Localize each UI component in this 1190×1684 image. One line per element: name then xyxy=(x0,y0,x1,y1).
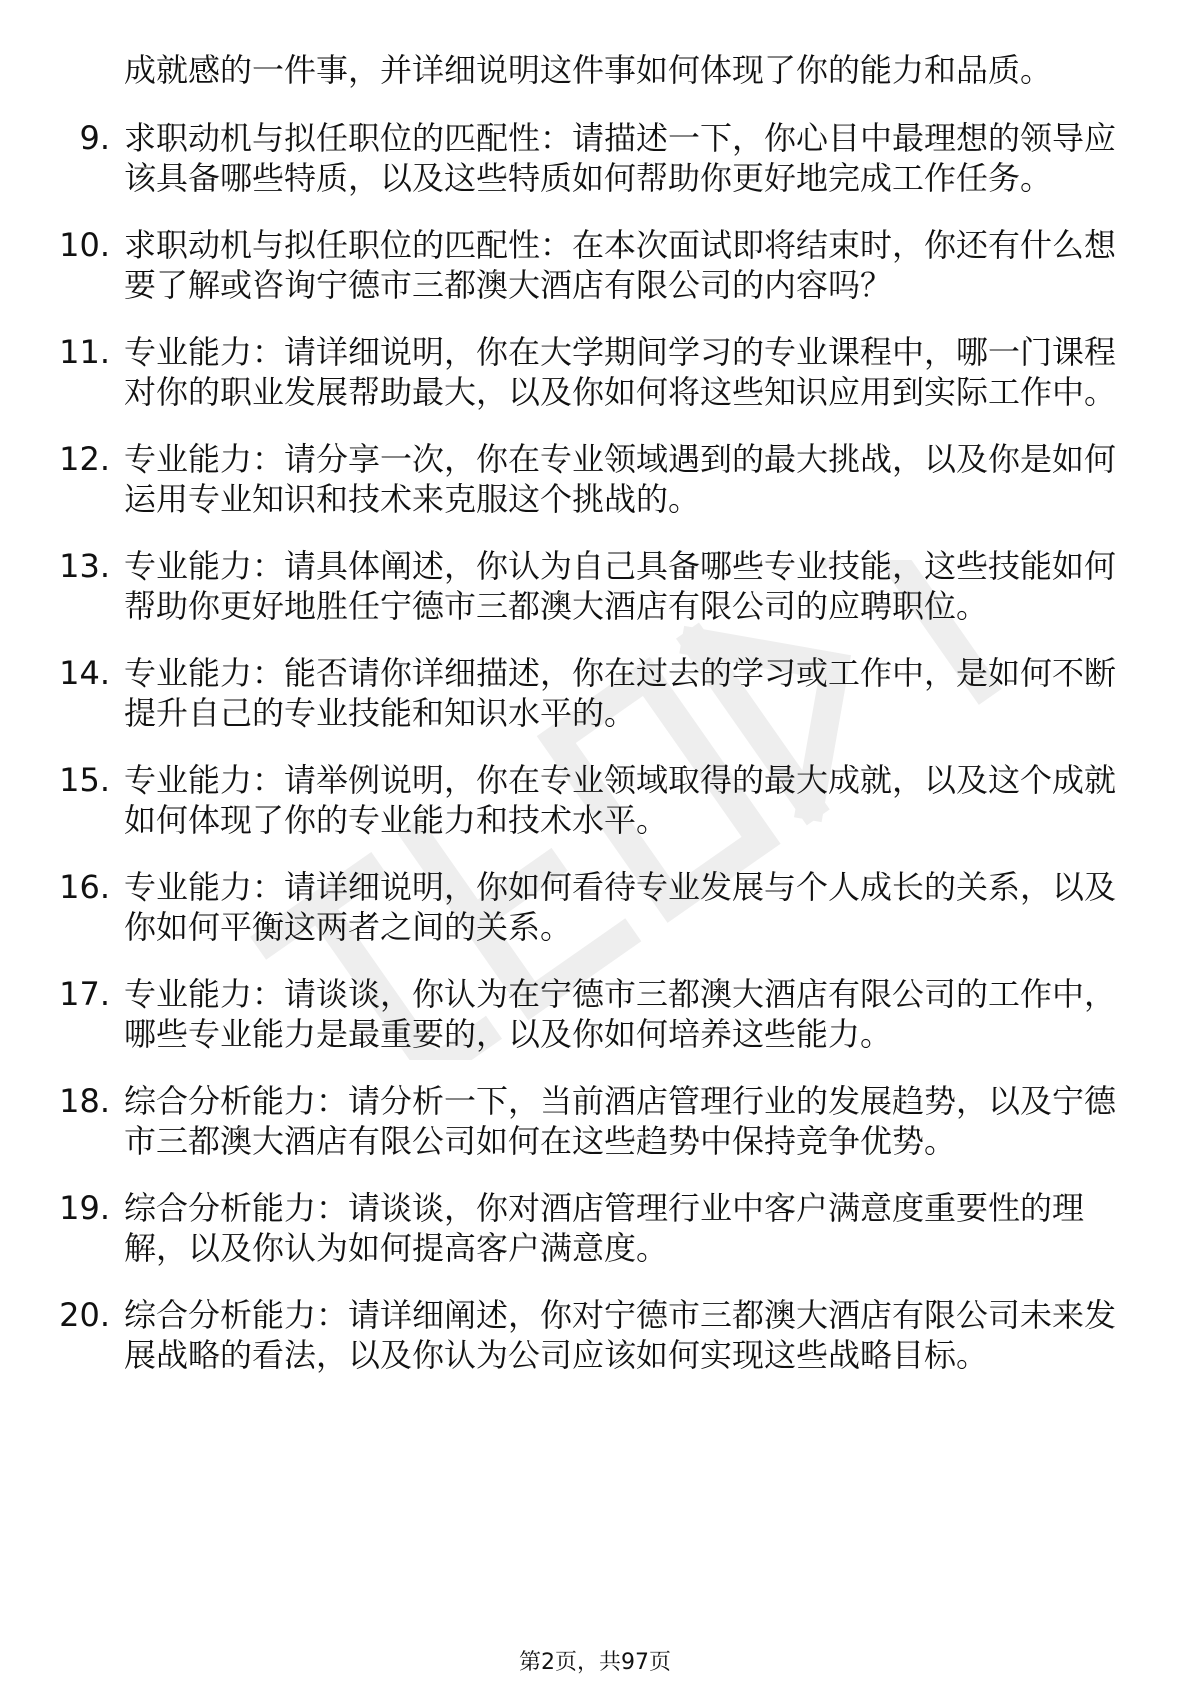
item-number: 9. xyxy=(79,119,110,157)
item-number: 10. xyxy=(59,226,110,264)
item-text: 专业能力：请具体阐述，你认为自己具备哪些专业技能，这些技能如何帮助你更好地胜任宁德市三都澳大酒店有限公司的应聘职位。 xyxy=(124,547,1117,625)
item-text: 求职动机与拟任职位的匹配性：在本次面试即将结束时，你还有什么想要了解或咨询宁德市三都澳大酒店有限公司的内容吗？ xyxy=(124,226,1117,304)
list-item xyxy=(58,1081,1118,1161)
item-number: 18. xyxy=(59,1082,110,1120)
item-text: 专业能力：请详细说明，你在大学期间学习的专业课程中，哪一门课程对你的职业发展帮助最大，以及你如何将这些知识应用到实际工作中。 xyxy=(124,333,1117,411)
item-number: 14. xyxy=(59,654,110,692)
item-number: 12. xyxy=(59,440,110,478)
item-number: 17. xyxy=(59,975,110,1013)
item-number: 16. xyxy=(59,868,110,906)
item-number: 15. xyxy=(59,761,110,799)
item-text: 专业能力：请分享一次，你在专业领域遇到的最大挑战，以及你是如何运用专业知识和技术来克服这个挑战的。 xyxy=(124,440,1117,518)
list-item xyxy=(58,867,1118,947)
list-item xyxy=(58,332,1118,412)
item-text: 专业能力：能否请你详细描述，你在过去的学习或工作中，是如何不断提升自己的专业技能和知识水平的。 xyxy=(124,654,1117,732)
list-item xyxy=(58,118,1118,198)
item-number: 19. xyxy=(59,1189,110,1227)
list-item xyxy=(58,1188,1118,1268)
item-text: 综合分析能力：请分析一下，当前酒店管理行业的发展趋势，以及宁德市三都澳大酒店有限公司如何在这些趋势中保持竞争优势。 xyxy=(124,1082,1117,1160)
list-item xyxy=(58,760,1118,840)
item-number: 13. xyxy=(59,547,110,585)
list-item xyxy=(58,225,1118,305)
question-list xyxy=(58,50,1118,1402)
item-text: 专业能力：请举例说明，你在专业领域取得的最大成就，以及这个成就如何体现了你的专业能力和技术水平。 xyxy=(124,761,1117,839)
page-footer: 第2页，共97页 xyxy=(519,1650,671,1675)
item-text: 综合分析能力：请详细阐述，你对宁德市三都澳大酒店有限公司未来发展战略的看法，以及你认为公司应该如何实现这些战略目标。 xyxy=(124,1296,1117,1374)
item-number: 20. xyxy=(59,1296,110,1334)
list-item xyxy=(58,1295,1118,1375)
continuation-paragraph: 成就感的一件事，并详细说明这件事如何体现了你的能力和品质。 xyxy=(124,51,1053,89)
item-text: 求职动机与拟任职位的匹配性：请描述一下，你心目中最理想的领导应该具备哪些特质，以及这些特质如何帮助你更好地完成工作任务。 xyxy=(124,119,1117,197)
item-text: 专业能力：请详细说明，你如何看待专业发展与个人成长的关系，以及你如何平衡这两者之间的关系。 xyxy=(124,868,1117,946)
list-item xyxy=(58,653,1118,733)
item-text: 专业能力：请谈谈，你认为在宁德市三都澳大酒店有限公司的工作中，哪些专业能力是最重要的，以及你如何培养这些能力。 xyxy=(124,975,1117,1053)
item-number: 11. xyxy=(59,333,110,371)
list-item xyxy=(58,439,1118,519)
item-text: 综合分析能力：请谈谈，你对酒店管理行业中客户满意度重要性的理解，以及你认为如何提高客户满意度。 xyxy=(124,1189,1085,1267)
list-item xyxy=(58,546,1118,626)
list-item xyxy=(58,974,1118,1054)
